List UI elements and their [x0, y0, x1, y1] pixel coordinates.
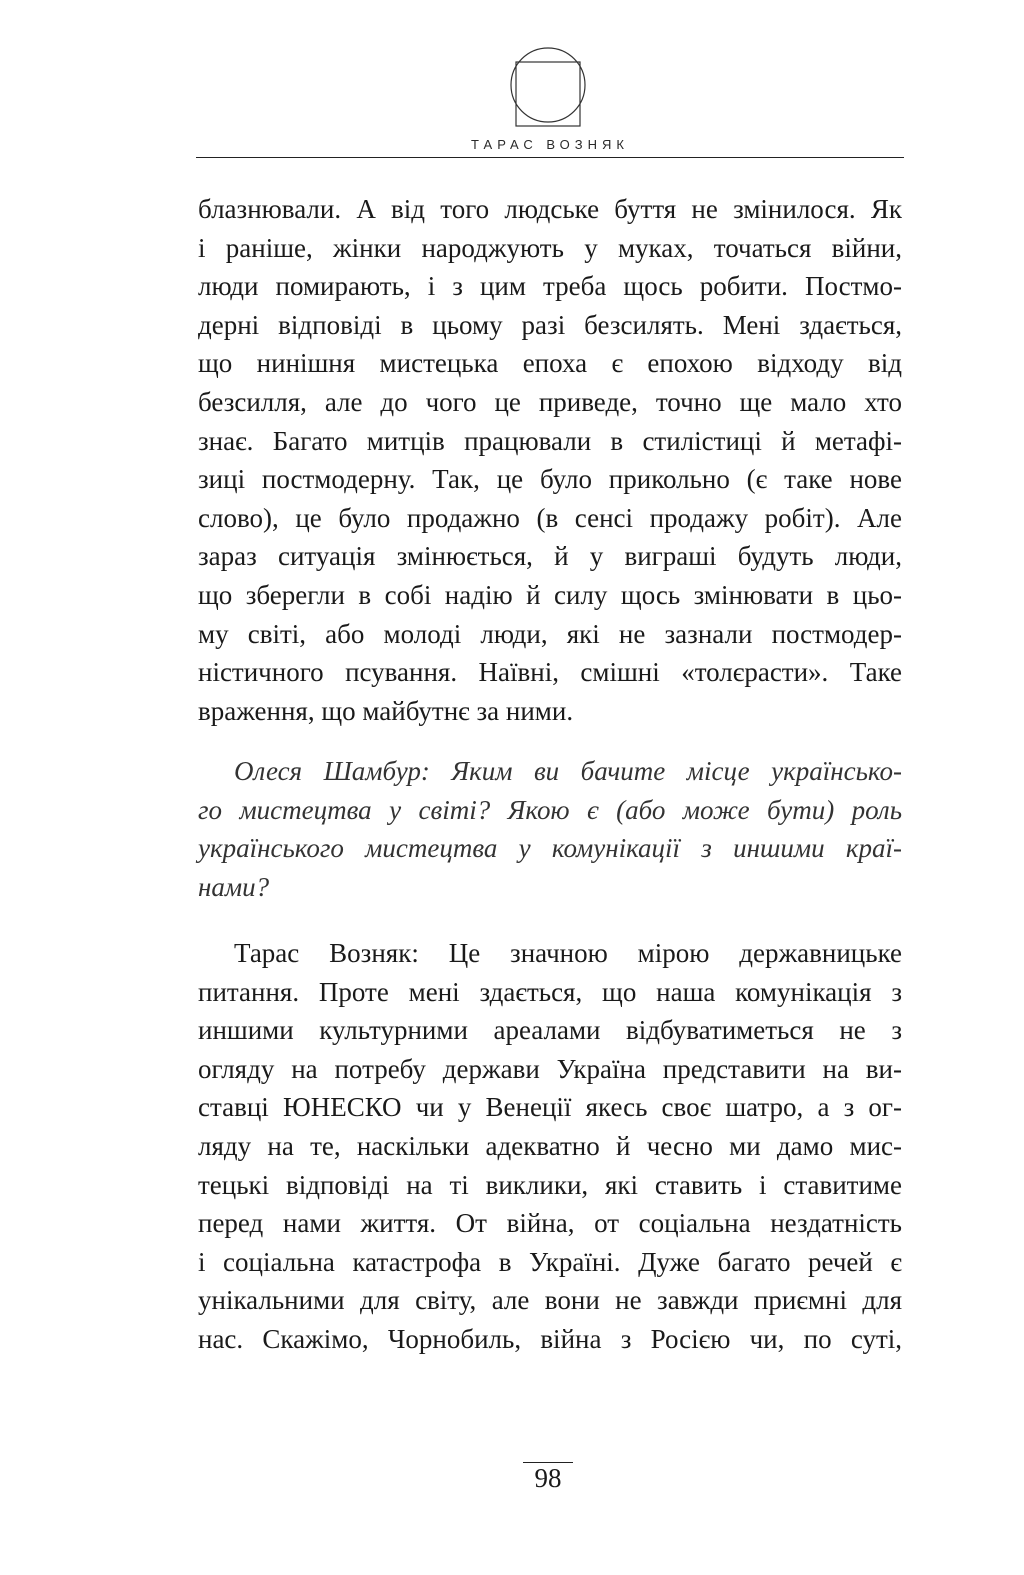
text-line: дерні відповіді в цьому разі безсилять. Мені здається, — [198, 309, 902, 340]
text-line: що нинішня мистецька епоха є епохою відходу від — [198, 348, 902, 379]
text-line: унікальними для світу, але вони не завжди приємні для — [198, 1285, 902, 1316]
text-line: ставці ЮНЕСКО чи у Венеції якесь своє шатро, а з ог- — [198, 1092, 902, 1123]
text-line: зараз ситуація змінюється, й у виграші будуть люди, — [198, 541, 902, 572]
text-line: Тарас Возняк: Це значною мірою державницьке — [234, 938, 902, 968]
text-line: ністичного псування. Наївні, смішні «толєрасти». Таке — [198, 657, 902, 688]
text-line: тецькі відповіді на ті виклики, які ставить і ставитиме — [198, 1169, 902, 1200]
circle-square-logo-icon — [509, 46, 587, 132]
text-line: і раніше, жінки народжують у муках, точаться війни, — [198, 232, 902, 263]
paragraph-answer — [198, 934, 902, 1359]
text-line: питання. Проте мені здається, що наша комунікація з — [198, 976, 902, 1007]
text-line: иншими культурними ареалами відбуватиметься не з — [198, 1015, 902, 1046]
text-line: зиці постмодерну. Так, це було прикольно (є таке нове — [198, 464, 902, 495]
text-line: знає. Багато митців працювали в стилістиці й метафі- — [198, 425, 902, 456]
text-line: го мистецтва у світі? Якою є (або може бути) роль — [198, 794, 902, 825]
paragraph-answer-continued — [198, 190, 902, 730]
text-line: огляду на потребу держави Україна представити на ви- — [198, 1053, 902, 1084]
text-line: блазнювали. А від того людське буття не змінилося. Як — [198, 194, 902, 224]
page-number: 98 — [534, 1463, 562, 1493]
text-line: що зберегли в собі надію й силу щось змінювати в цьо- — [198, 579, 902, 610]
text-line: слово), це було продажно (в сенсі продажу робіт). Але — [198, 502, 902, 533]
text-line: безсилля, але до чого це приведе, точно ще мало хто — [198, 386, 902, 417]
running-head: ТАРАС ВОЗНЯК — [471, 137, 629, 152]
text-line: враження, що майбутнє за ними. — [198, 695, 574, 726]
text-line: му світі, або молоді люди, які не зазнали постмодер- — [198, 618, 902, 649]
text-line: і соціальна катастрофа в Україні. Дуже багато речей є — [198, 1246, 902, 1277]
text-line: нами? — [198, 871, 270, 902]
text-line: Олеся Шамбур: Яким ви бачите місце українсько- — [234, 756, 902, 786]
text-line: ляду на те, наскільки адекватно й чесно ми дамо мис- — [198, 1130, 902, 1161]
text-line: перед нами життя. От війна, от соціальна нездатність — [198, 1208, 902, 1239]
text-line: українського мистецтва у комунікації з иншими краї- — [198, 833, 902, 864]
text-line: нас. Скажімо, Чорнобиль, війна з Росією чи, по суті, — [198, 1323, 902, 1354]
header-divider — [196, 157, 904, 158]
interviewer-question — [198, 752, 902, 906]
text-line: люди помирають, і з цим треба щось робити. Постмо- — [198, 271, 902, 302]
